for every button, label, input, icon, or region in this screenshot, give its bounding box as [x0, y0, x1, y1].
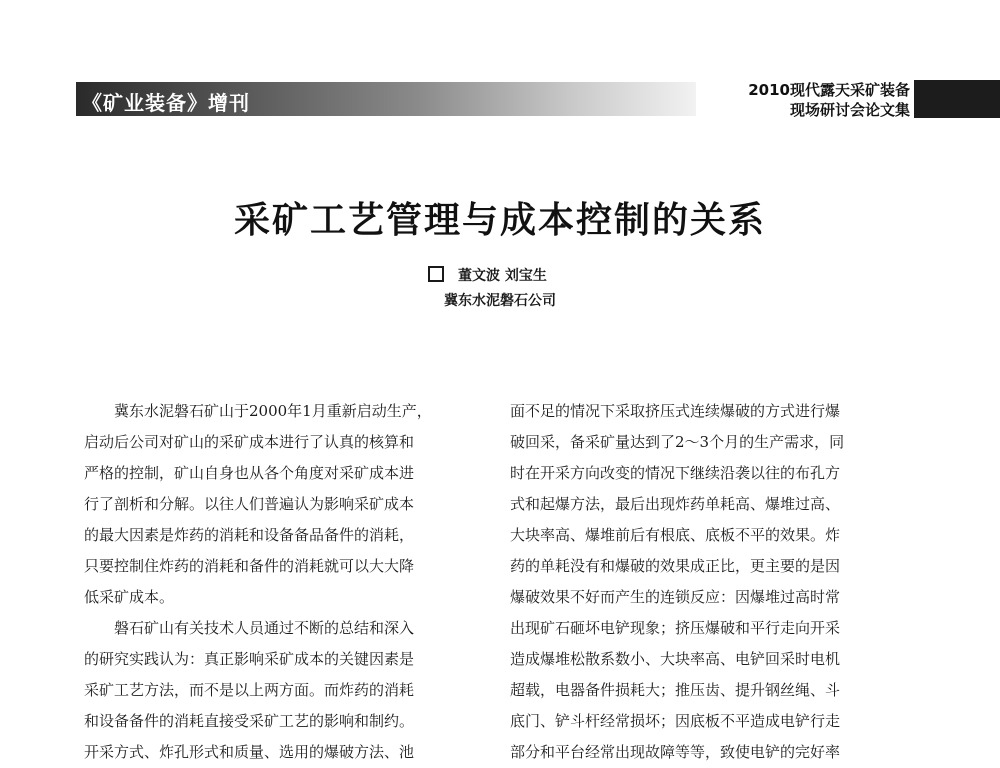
body-line: 的最大因素是炸药的消耗和设备备品备件的消耗，: [84, 526, 415, 544]
body-right-column: [510, 396, 912, 768]
author-names: 董文波 刘宝生: [458, 268, 547, 284]
body-line: 冀东水泥磐石矿山于2000年1月重新启动生产，: [114, 402, 432, 420]
body-line: 破回采，备采矿量达到了2～3个月的生产需求，同: [510, 433, 845, 451]
body-line: 底门、铲斗杆经常损坏；因底板不平造成电铲行走: [510, 712, 841, 730]
body-line: 爆破效果不好而产生的连锁反应：因爆堆过高时常: [510, 588, 841, 606]
body-line: 的研究实践认为：真正影响采矿成本的关键因素是: [84, 650, 415, 668]
body-line: 严格的控制，矿山自身也从各个角度对采矿成本进: [84, 464, 415, 482]
body-left-column: [84, 396, 486, 768]
body-line: 面不足的情况下采取挤压式连续爆破的方式进行爆: [510, 402, 841, 420]
body-line: 低采矿成本。: [84, 588, 175, 606]
conference-bar: [914, 80, 1000, 118]
author-line: [428, 265, 547, 285]
body-line: 大块率高、爆堆前后有根底、底板不平的效果。炸: [510, 526, 841, 544]
body-line: 时在开采方向改变的情况下继续沿袭以往的布孔方: [510, 464, 841, 482]
body-line: 启动后公司对矿山的采矿成本进行了认真的核算和: [84, 433, 415, 451]
article-title: 采矿工艺管理与成本控制的关系: [233, 200, 766, 241]
body-line: 部分和平台经常出现故障等等，致使电铲的完好率: [510, 743, 841, 761]
body-line: 磐石矿山有关技术人员通过不断的总结和深入: [114, 619, 415, 637]
author-box-icon: [428, 266, 444, 282]
body-line: 行了剖析和分解。以往人们普遍认为影响采矿成本: [84, 495, 415, 513]
conference-info: [748, 80, 910, 120]
body-line: 和设备备件的消耗直接受采矿工艺的影响和制约。: [84, 712, 415, 730]
conference-line-2: 现场研讨会论文集: [789, 101, 910, 119]
conference-line-1: 2010现代露天采矿装备: [748, 81, 910, 99]
body-line: 采矿工艺方法，而不是以上两方面。而炸药的消耗: [84, 681, 415, 699]
body-line: 开采方式、炸孔形式和质量、选用的爆破方法、池: [84, 743, 415, 761]
body-line: 超载，电器备件损耗大；推压齿、提升钢丝绳、斗: [510, 681, 841, 699]
journal-name: 《矿业装备》增刊: [82, 91, 250, 115]
body-line: 出现矿石砸坏电铲现象；挤压爆破和平行走向开采: [510, 619, 841, 637]
body-line: 只要控制住炸药的消耗和备件的消耗就可以大大降: [84, 557, 415, 575]
body-line: 式和起爆方法，最后出现炸药单耗高、爆堆过高、: [510, 495, 841, 513]
body-line: 造成爆堆松散系数小、大块率高、电铲回采时电机: [510, 650, 841, 668]
body-line: 药的单耗没有和爆破的效果成正比，更主要的是因: [510, 557, 841, 575]
author-affiliation: 冀东水泥磐石公司: [444, 293, 556, 309]
